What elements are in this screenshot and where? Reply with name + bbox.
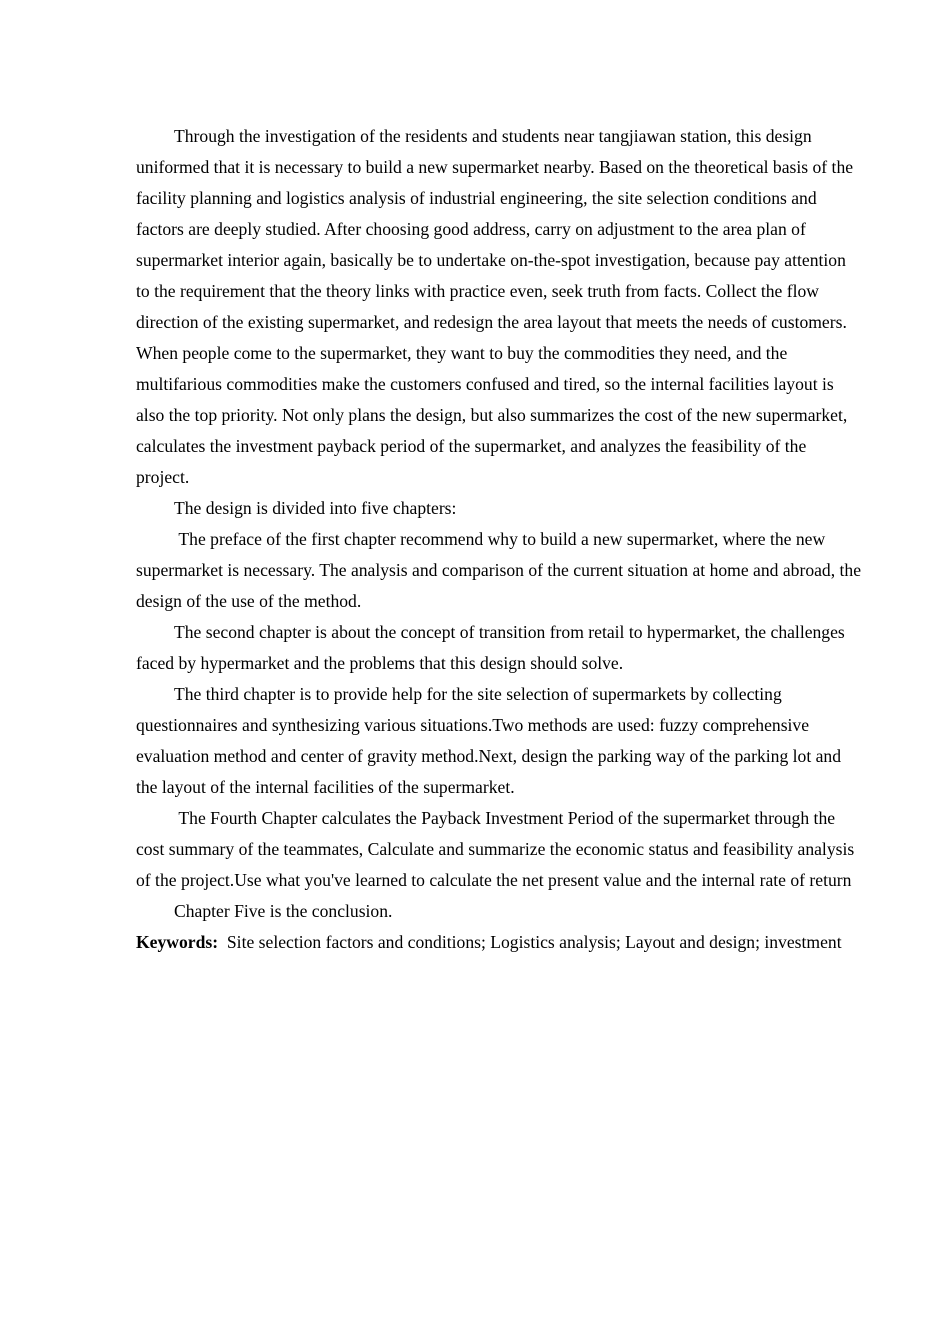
keywords-line — [136, 927, 862, 958]
abstract-paragraph-chapters-overview: The design is divided into five chapters: — [174, 498, 457, 518]
abstract-paragraph-chapter-four: The Fourth Chapter calculates the Payback Investment Period of the supermarket through the cost summary of the teammates, Calculate and summarize the economic status and feasibility analysis of the project.Use what you've learned to calculate the net present value and the internal rate of return — [136, 808, 859, 890]
abstract-body — [136, 121, 866, 958]
keywords-label: Keywords: — [136, 932, 219, 952]
abstract-paragraph-chapter-three: The third chapter is to provide help for the site selection of supermarkets by collecting questionnaires and synthesizing various situations.Two methods are used: fuzzy comprehensive evaluation method and center of gravity method.Next, design the parking way of the parking lot and the layout of the internal facilities of the supermarket. — [136, 684, 846, 797]
abstract-paragraph-intro: Through the investigation of the residents and students near tangjiawan station, this design uniformed that it is necessary to build a new supermarket nearby. Based on the theoretical basis of the facility planning and logistics analysis of industrial engineering, the site selection conditions and factors are deeply studied. After choosing good address, carry on adjustment to the area plan of supermarket interior again, basically be to undertake on-the-spot investigation, because pay attention to the requirement that the theory links with practice even, seek truth from facts. Collect the flow direction of the existing supermarket, and redesign the area layout that meets the needs of customers. When people come to the supermarket, they want to buy the commodities they need, and the multifarious commodities make the customers confused and tired, so the internal facilities layout is also the top priority. Not only plans the design, but also summarizes the cost of the new supermarket, calculates the investment payback period of the supermarket, and analyzes the feasibility of the project. — [136, 126, 858, 487]
abstract-paragraph-chapter-five: Chapter Five is the conclusion. — [174, 901, 393, 921]
keywords-text: Site selection factors and conditions; Logistics analysis; Layout and design; investment — [218, 932, 842, 952]
abstract-paragraph-chapter-two: The second chapter is about the concept of transition from retail to hypermarket, the challenges faced by hypermarket and the problems that this design should solve. — [136, 622, 850, 673]
abstract-paragraph-chapter-one: The preface of the first chapter recommend why to build a new supermarket, where the new supermarket is necessary. The analysis and comparison of the current situation at home and abroad, the design of the use of the method. — [136, 529, 866, 611]
